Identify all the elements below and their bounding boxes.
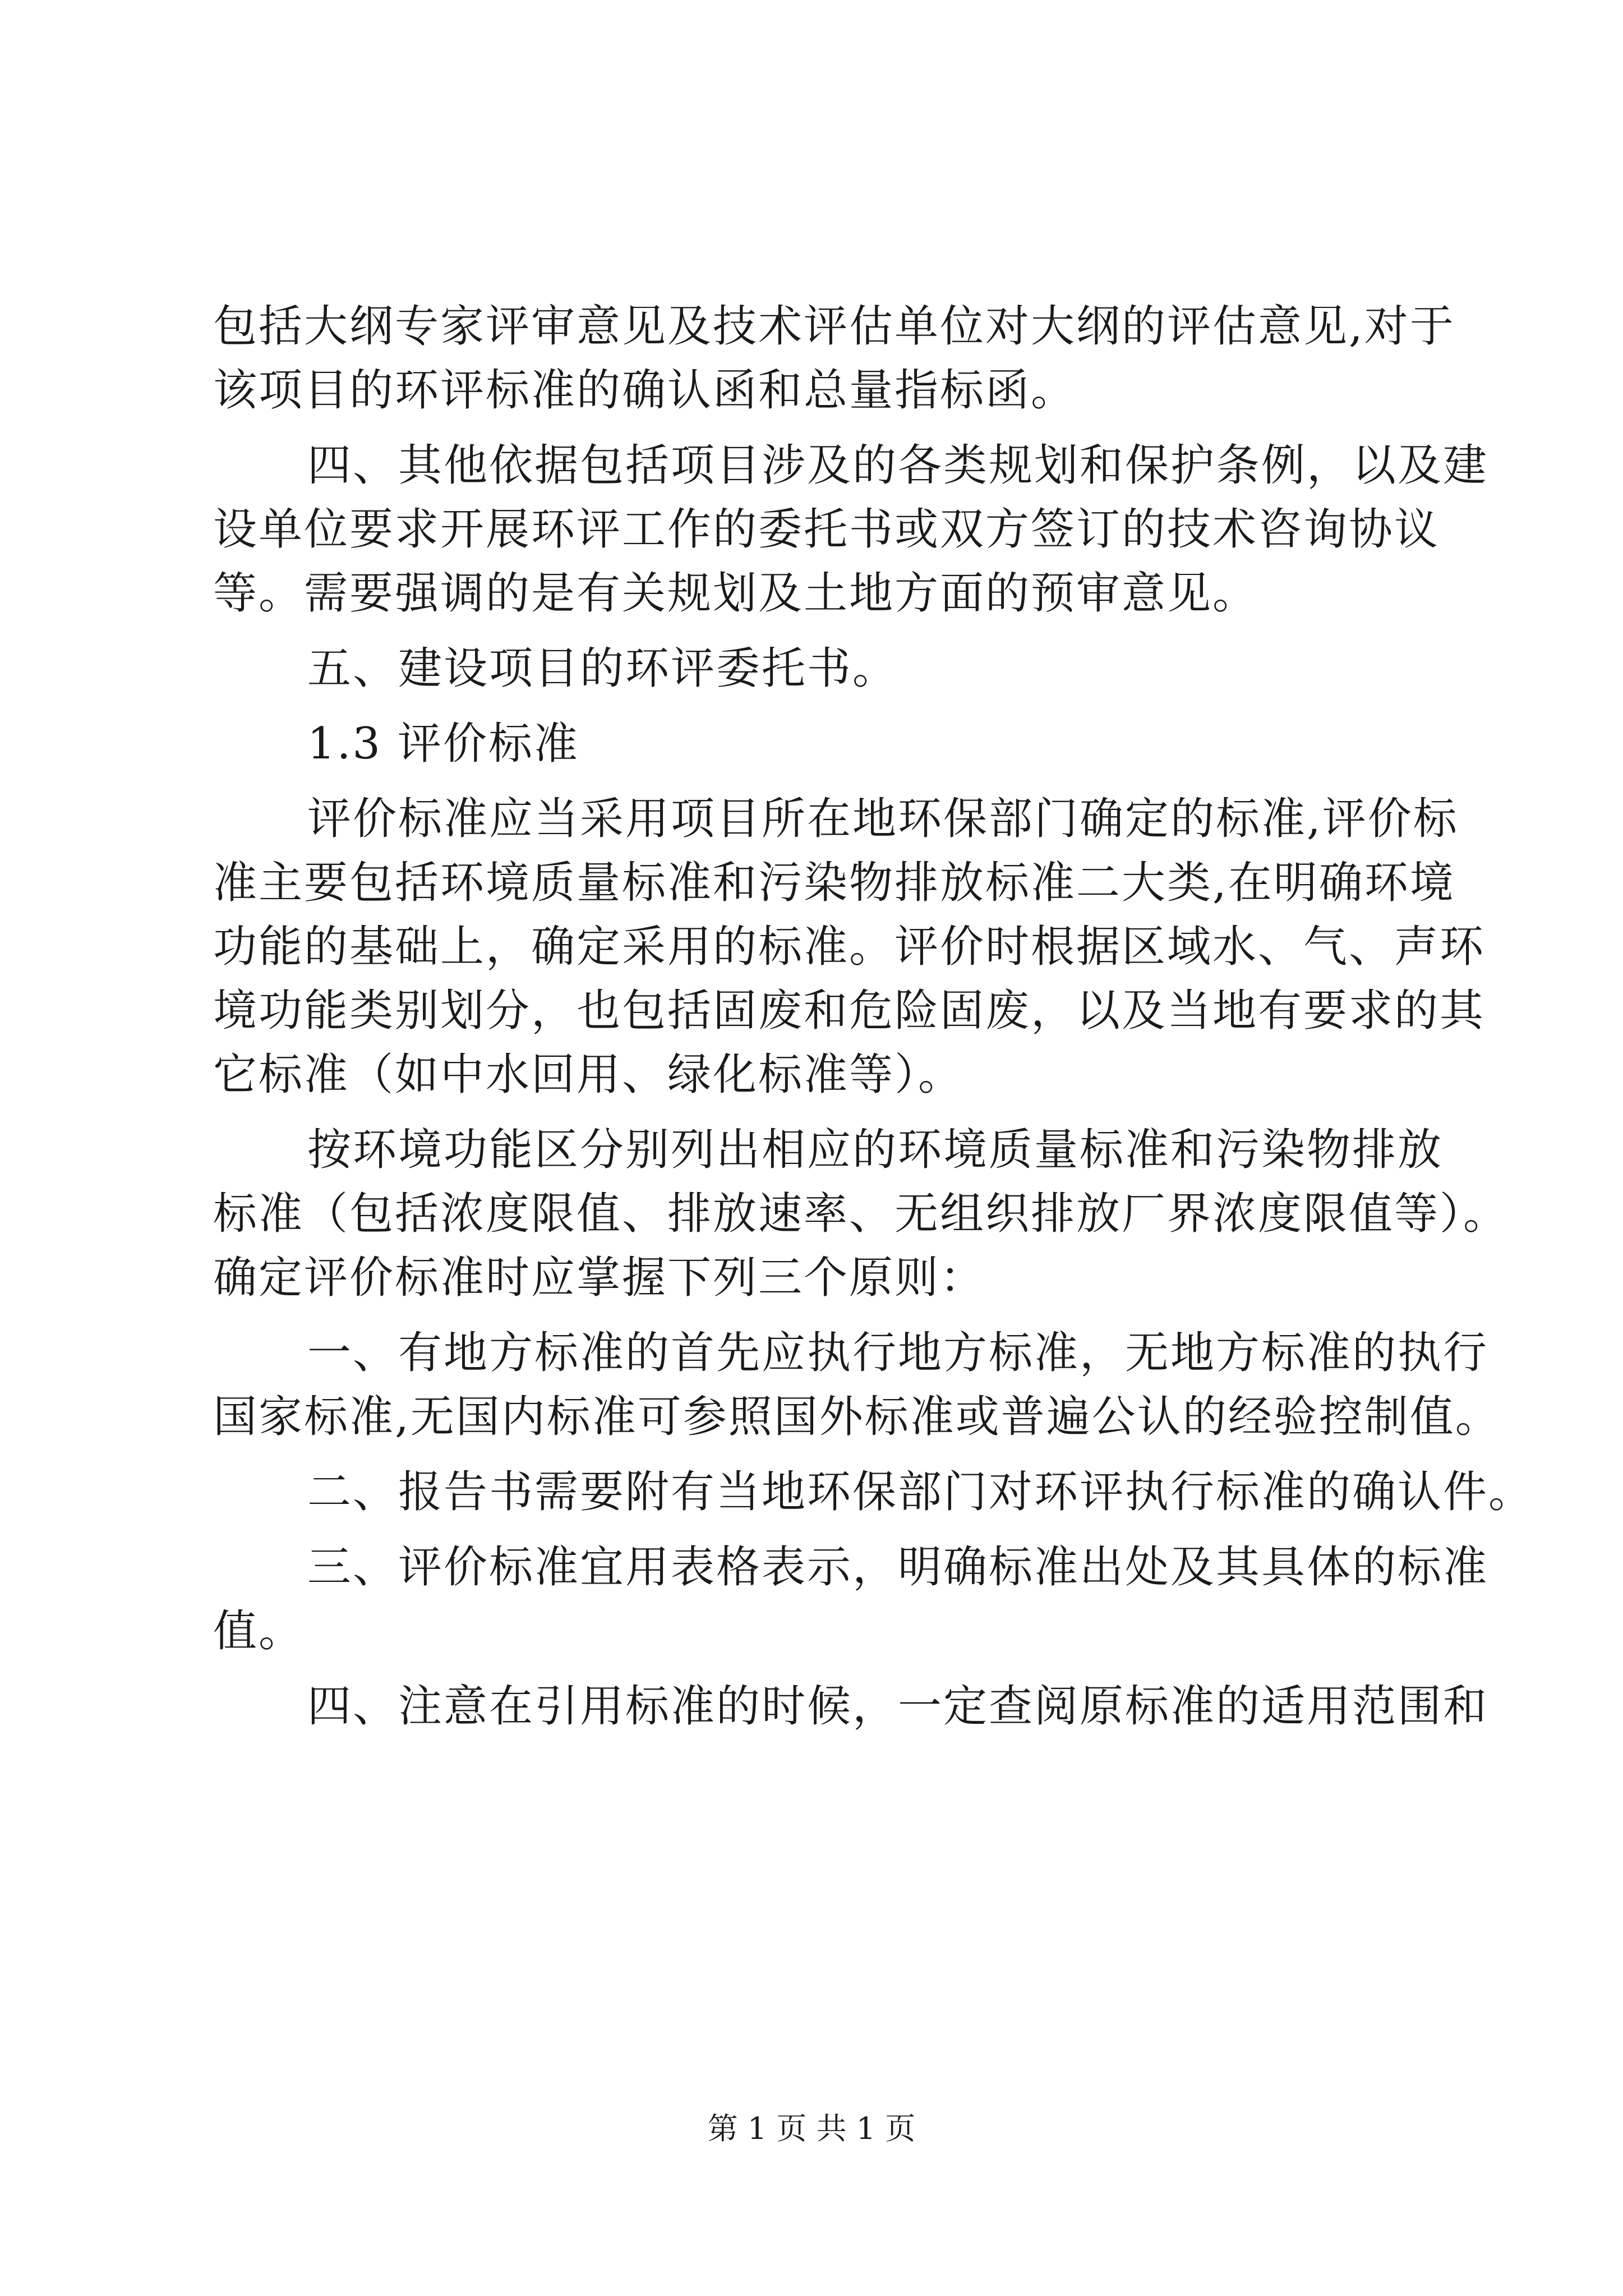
paragraph-line: 功能的基础上，确定采用的标准。评价时根据区域水、气、声环 (213, 922, 1486, 972)
paragraph-line: 评价标准应当采用项目所在地环保部门确定的标准,评价标 (307, 794, 1459, 844)
paragraph-line: 按环境功能区分别列出相应的环境质量标准和污染物排放 (307, 1125, 1444, 1175)
document-body (213, 295, 1534, 1738)
paragraph-line: 标准（包括浓度限值、排放速率、无组织排放厂界浓度限值等）。 (213, 1189, 1509, 1239)
paragraph-line: 准主要包括环境质量标准和污染物排放标准二大类,在明确环境 (213, 858, 1455, 908)
paragraph-line: 包括大纲专家评审意见及技术评估单位对大纲的评估意见,对于 (213, 301, 1455, 352)
page-footer: 第 1 页 共 1 页 (707, 2111, 916, 2146)
paragraph-line: 境功能类别划分，也包括固废和危险固废，以及当地有要求的其 (213, 986, 1486, 1036)
paragraph-line: 等。需要强调的是有关规划及土地方面的预审意见。 (213, 568, 1258, 619)
paragraph-line: 确定评价标准时应掌握下列三个原则： (213, 1253, 986, 1303)
paragraph-line: 设单位要求开展环评工作的委托书或双方签订的技术咨询协议 (213, 504, 1440, 555)
paragraph-line: 国家标准,无国内标准可参照国外标准或普遍公认的经验控制值。 (213, 1392, 1501, 1442)
paragraph-line: 值。 (213, 1606, 305, 1657)
paragraph-line: 它标准（如中水回用、绿化标准等）。 (213, 1050, 964, 1100)
paragraph-line: 二、报告书需要附有当地环保部门对环评执行标准的确认件。 (307, 1467, 1534, 1517)
paragraph-line: 三、评价标准宜用表格表示，明确标准出处及其具体的标准 (307, 1542, 1489, 1593)
paragraph-line: 四、其他依据包括项目涉及的各类规划和保护条例，以及建 (307, 440, 1489, 491)
paragraph-line: 一、有地方标准的首先应执行地方标准，无地方标准的执行 (307, 1328, 1489, 1378)
paragraph-line: 四、注意在引用标准的时候，一定查阅原标准的适用范围和 (307, 1681, 1489, 1732)
paragraph-line: 该项目的环评标准的确认函和总量指标函。 (213, 365, 1077, 416)
paragraph-line: 五、建设项目的环评委托书。 (307, 643, 898, 694)
section-heading: 1.3 评价标准 (307, 719, 579, 769)
